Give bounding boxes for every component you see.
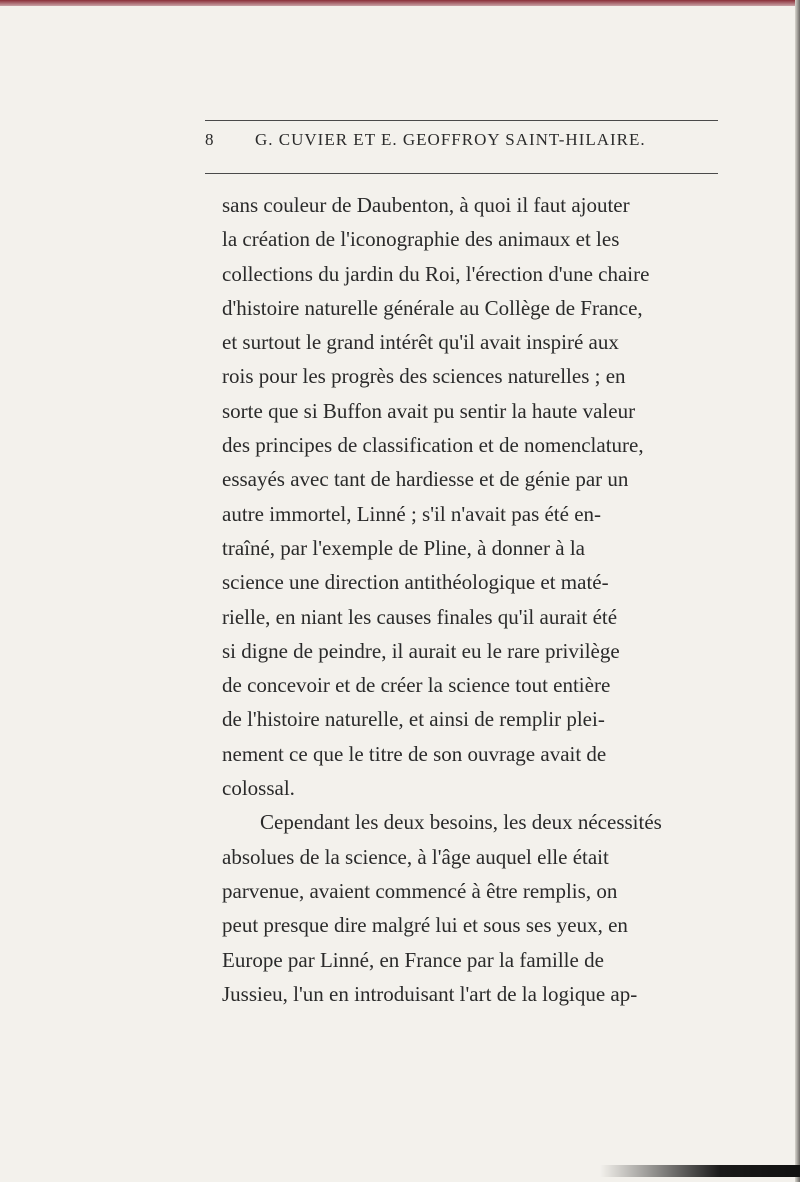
page-bottom-shadow [600, 1165, 800, 1177]
text-line: de l'histoire naturelle, et ainsi de remplir plei- [222, 707, 605, 732]
text-line: traîné, par l'exemple de Pline, à donner à la [222, 535, 585, 560]
header-rule-top [205, 120, 718, 121]
text-line: absolues de la science, à l'âge auquel elle était [222, 844, 609, 869]
text-line: parvenue, avaient commencé à être remplis, on [222, 878, 618, 903]
text-line: Jussieu, l'un en introduisant l'art de la logique ap- [222, 981, 638, 1006]
paragraph-start-line: Cependant les deux besoins, les deux nécessités [260, 810, 662, 835]
text-line: Europe par Linné, en France par la famille de [222, 947, 604, 972]
body-text [222, 188, 742, 1011]
header-rule-bottom [205, 173, 718, 174]
text-line: colossal. [222, 776, 295, 801]
text-line: sorte que si Buffon avait pu sentir la haute valeur [222, 398, 636, 423]
text-line: d'histoire naturelle générale au Collège de France, [222, 295, 643, 320]
page-number: 8 [205, 130, 215, 149]
text-line: si digne de peindre, il aurait eu le rare privilège [222, 638, 620, 663]
running-head [205, 130, 718, 156]
text-line: autre immortel, Linné ; s'il n'avait pas été en- [222, 501, 602, 526]
text-line: et surtout le grand intérêt qu'il avait inspiré aux [222, 330, 619, 355]
page-top-edge [0, 0, 800, 6]
text-line: collections du jardin du Roi, l'érection d'une chaire [222, 261, 650, 286]
running-head-title: G. CUVIER ET E. GEOFFROY SAINT-HILAIRE. [255, 130, 646, 149]
text-line: science une direction antithéologique et maté- [222, 570, 609, 595]
text-line: de concevoir et de créer la science tout entière [222, 673, 611, 698]
text-line: sans couleur de Daubenton, à quoi il faut ajouter [222, 193, 630, 217]
text-line: rielle, en niant les causes finales qu'il aurait été [222, 604, 618, 629]
text-line: nement ce que le titre de son ouvrage avait de [222, 741, 607, 766]
text-line: la création de l'iconographie des animaux et les [222, 227, 620, 252]
text-line: peut presque dire malgré lui et sous ses yeux, en [222, 913, 628, 938]
text-line: des principes de classification et de nomenclature, [222, 433, 644, 458]
text-line: essayés avec tant de hardiesse et de génie par un [222, 467, 629, 492]
text-line: rois pour les progrès des sciences naturelles ; en [222, 364, 626, 389]
page-right-edge [795, 0, 800, 1182]
